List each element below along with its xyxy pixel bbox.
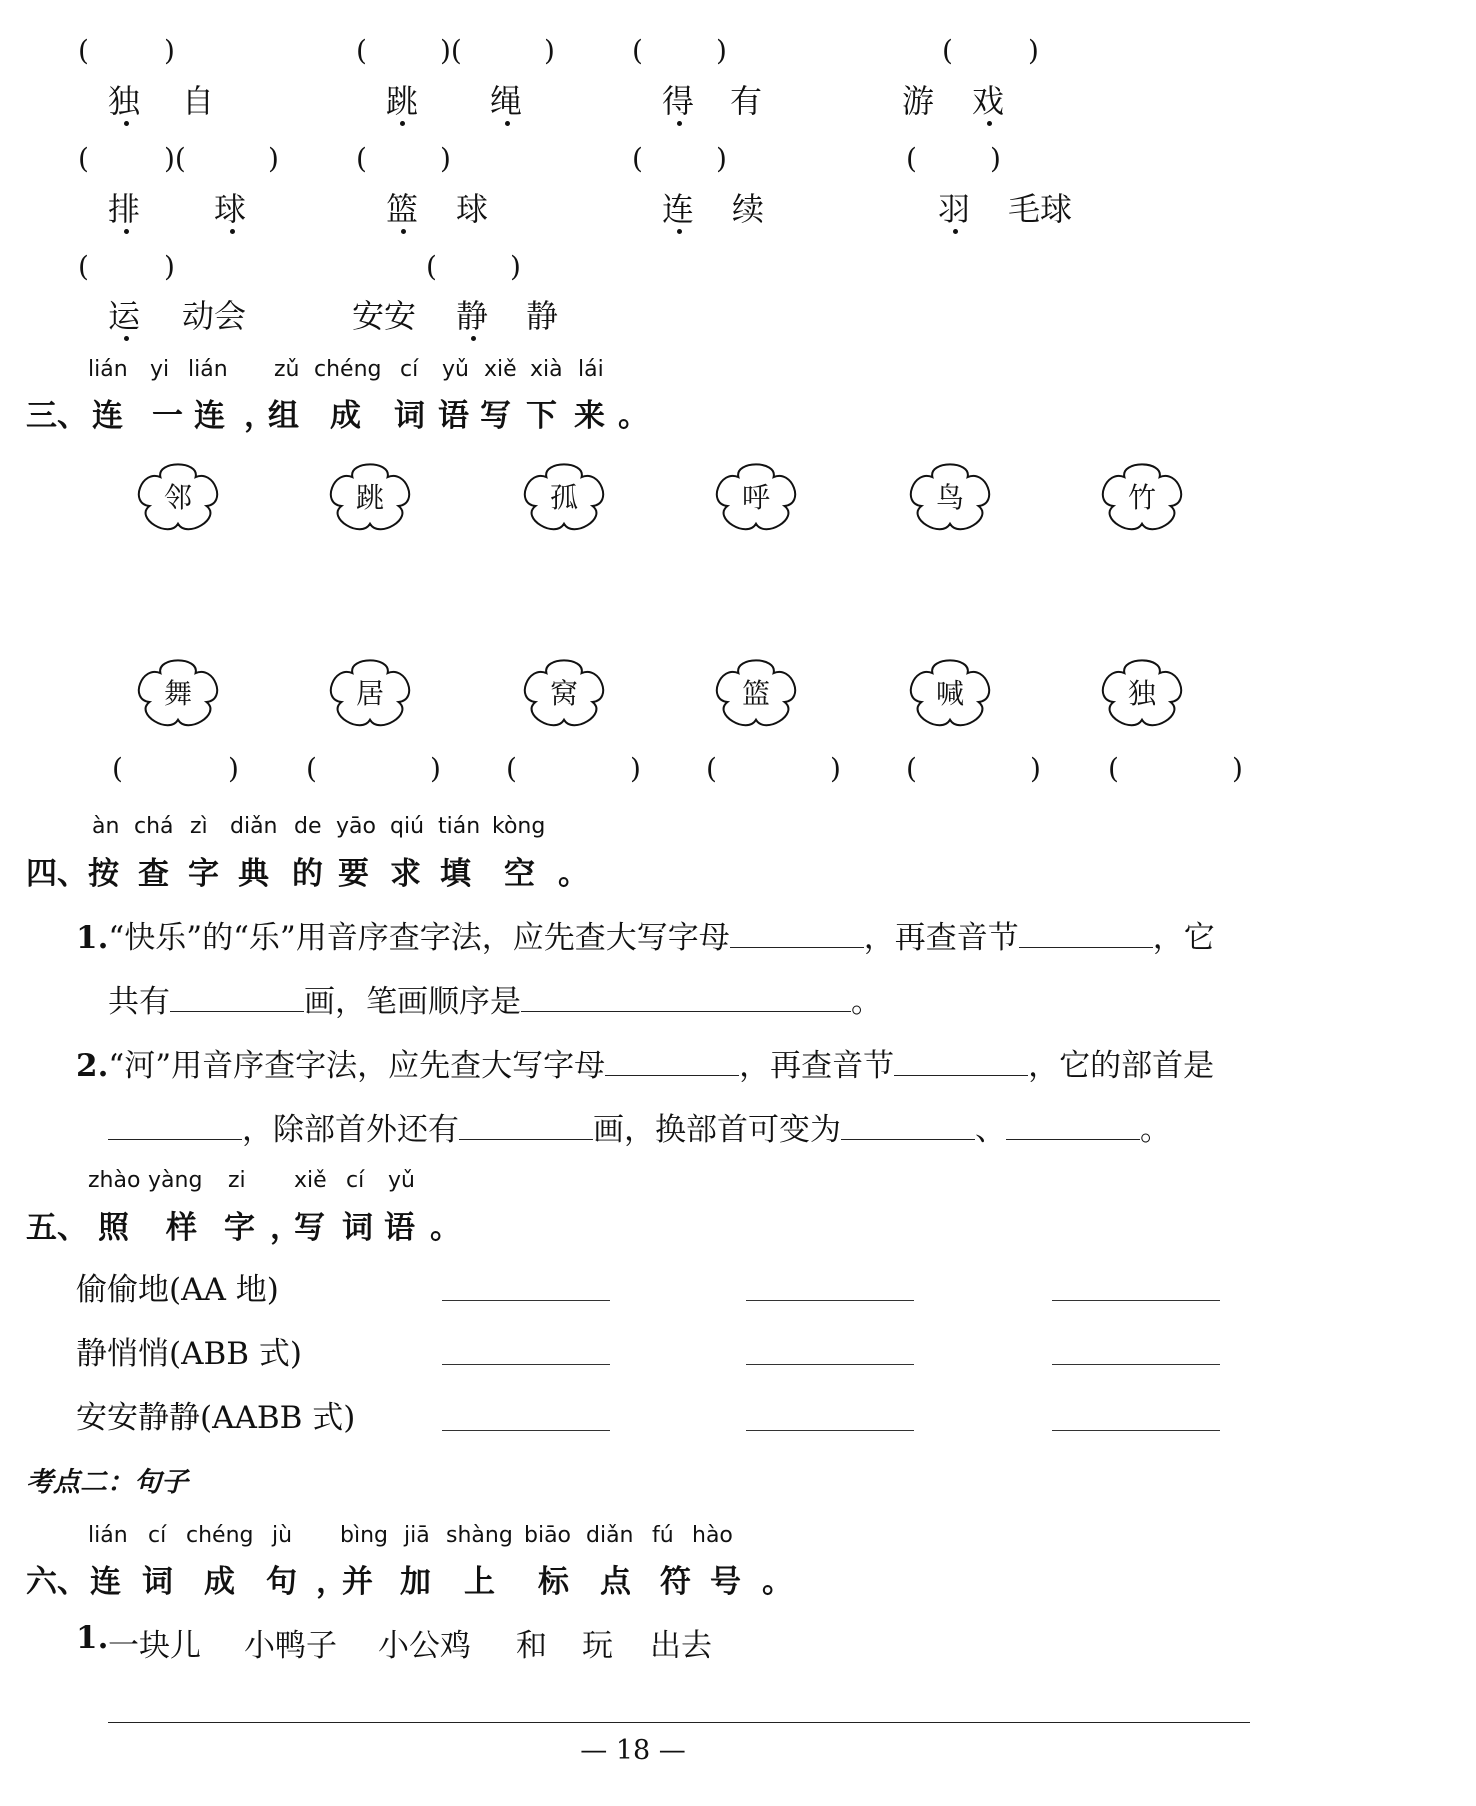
heading-char: 样: [166, 1210, 197, 1246]
pinyin: diǎn: [586, 1523, 634, 1548]
char-zi: 自: [182, 82, 215, 120]
answer-line[interactable]: [746, 1430, 914, 1431]
heading-char: 来: [574, 398, 605, 434]
answer-line[interactable]: [1052, 1430, 1220, 1431]
question-text: ，再查音节: [739, 1048, 895, 1084]
char-xi: 戏: [972, 82, 1005, 120]
flower-char: 舞: [163, 677, 192, 710]
pinyin: qiú: [390, 814, 425, 839]
heading-char: 成: [204, 1564, 235, 1600]
question-text: ，再查音节: [863, 920, 1019, 956]
flower-card[interactable]: [706, 651, 806, 737]
pinyin: tián: [438, 814, 481, 839]
paren-open: (: [1108, 752, 1119, 785]
question-text: ，除部首外还有: [242, 1112, 459, 1148]
pinyin: xiě: [484, 357, 517, 382]
footer-rule: [108, 1722, 1250, 1723]
heading-char: 加: [400, 1564, 431, 1600]
pinyin: zi: [228, 1168, 246, 1193]
section-number: 四、: [26, 856, 88, 892]
pinyin: zǔ: [274, 357, 300, 382]
question-number: 1.: [76, 1620, 109, 1656]
flower-char: 篮: [741, 677, 770, 710]
flower-char: 居: [355, 677, 384, 710]
heading-char: ，: [244, 398, 275, 434]
flower-card[interactable]: [1092, 651, 1192, 737]
dot-mark: [401, 229, 406, 234]
char-de: 得: [662, 82, 695, 120]
heading-char: 典: [238, 856, 269, 892]
pinyin: chá: [134, 814, 174, 839]
pinyin: biāo: [524, 1523, 572, 1548]
char-jing: 静: [456, 297, 489, 335]
heading-char: 要: [338, 856, 369, 892]
dot-mark: [677, 121, 682, 126]
paren-close: ): [716, 34, 727, 67]
pinyin: yàng: [148, 1168, 203, 1193]
flower-char: 孤: [549, 481, 578, 514]
pinyin: diǎn: [230, 814, 278, 839]
dot-mark: [987, 121, 992, 126]
heading-char: 。: [618, 398, 649, 434]
question-4-2-line-2: [108, 1104, 1171, 1149]
answer-blank[interactable]: [108, 1109, 242, 1140]
flower-char: 喊: [935, 677, 964, 710]
pinyin: yāo: [336, 814, 376, 839]
paren-close: ): [164, 34, 175, 67]
char-anan: 安安: [352, 297, 417, 335]
question-text: 画，换部首可变为: [593, 1112, 841, 1148]
paren-close-open: )(: [440, 34, 462, 67]
char-lian: 连: [662, 190, 695, 228]
paren-close: ): [716, 142, 727, 175]
heading-char: 词: [394, 398, 425, 434]
paren-close: ): [830, 752, 841, 785]
heading-char: 。: [430, 1210, 461, 1246]
pinyin: cí: [148, 1523, 167, 1548]
flower-card[interactable]: [128, 455, 228, 541]
heading-char: 词: [342, 1210, 373, 1246]
question-text: 。: [851, 984, 882, 1020]
question-text: 共有: [108, 984, 170, 1020]
paren-open: (: [78, 34, 89, 67]
paren-close: ): [990, 142, 1001, 175]
paren-close: ): [544, 34, 555, 67]
heading-char: 一: [152, 398, 183, 434]
dot-mark: [400, 121, 405, 126]
paren-close: ): [440, 142, 451, 175]
char-maoqiu: 毛球: [1008, 190, 1073, 228]
pinyin: chéng: [186, 1523, 254, 1548]
heading-char: 连: [194, 398, 225, 434]
word-token: 小鸭子: [244, 1628, 337, 1664]
pattern-row-aa: 偷偷地(AA 地): [76, 1272, 279, 1308]
heading-char: 词: [142, 1564, 173, 1600]
answer-blank[interactable]: [1019, 917, 1153, 948]
paren-close: ): [1028, 34, 1039, 67]
heading-char: 上: [464, 1564, 495, 1600]
answer-line[interactable]: [1052, 1300, 1220, 1301]
heading-char: 填: [440, 856, 471, 892]
paren-open: (: [906, 142, 917, 175]
flower-char: 窝: [549, 677, 578, 710]
paren-open: (: [306, 752, 317, 785]
flower-char: 邻: [163, 481, 192, 514]
pinyin: yǔ: [442, 357, 469, 382]
char-du: 独: [108, 82, 141, 120]
answer-line[interactable]: [442, 1430, 610, 1431]
flower-card[interactable]: [320, 651, 420, 737]
paren-open: (: [506, 752, 517, 785]
heading-char: 句: [266, 1564, 297, 1600]
question-text: “河”用音序查字法，应先查大写字母: [108, 1048, 606, 1084]
paren-open: (: [356, 34, 367, 67]
dot-mark: [230, 229, 235, 234]
paren-close: ): [164, 250, 175, 283]
paren-open: (: [632, 34, 643, 67]
char-qiu2: 球: [456, 190, 489, 228]
pinyin: xià: [530, 357, 563, 382]
flower-card[interactable]: [128, 651, 228, 737]
question-text: 。: [1140, 1112, 1171, 1148]
question-text: ，它的部首是: [1028, 1048, 1215, 1084]
paren-open: (: [632, 142, 643, 175]
section-number: 六、: [26, 1564, 88, 1600]
heading-char: 求: [390, 856, 421, 892]
dot-mark: [677, 229, 682, 234]
pattern-row-abb: 静悄悄(ABB 式): [76, 1336, 302, 1372]
dot-mark: [471, 336, 476, 341]
paren-open: (: [906, 752, 917, 785]
pinyin: cí: [400, 357, 419, 382]
heading-char: 并: [342, 1564, 373, 1600]
flower-card[interactable]: [706, 455, 806, 541]
heading-char: 查: [138, 856, 169, 892]
heading-char: 连: [92, 398, 123, 434]
pinyin: xiě: [294, 1168, 327, 1193]
heading-char: ，: [270, 1210, 301, 1246]
dot-mark: [124, 121, 129, 126]
word-token: 出去: [650, 1628, 712, 1664]
heading-char: ，: [316, 1564, 347, 1600]
exam-point-title: 考点二：句子: [26, 1467, 188, 1498]
paren-open: (: [112, 752, 123, 785]
pinyin: jù: [272, 1523, 293, 1548]
char-sheng: 绳: [490, 82, 523, 120]
heading-char: 标: [538, 1564, 569, 1600]
answer-line[interactable]: [746, 1364, 914, 1365]
heading-char: 写: [480, 398, 511, 434]
heading-char: 符: [660, 1564, 691, 1600]
paren-close: ): [268, 142, 279, 175]
heading-char: 字: [224, 1210, 255, 1246]
heading-char: 字: [188, 856, 219, 892]
char-qiu: 球: [214, 190, 247, 228]
answer-line[interactable]: [442, 1364, 610, 1365]
heading-char: 按: [88, 856, 119, 892]
word-token: 一块儿: [108, 1628, 201, 1664]
answer-line[interactable]: [746, 1300, 914, 1301]
pinyin: kòng: [492, 814, 546, 839]
char-you2: 游: [902, 82, 935, 120]
answer-blank[interactable]: [1006, 1109, 1140, 1140]
heading-char: 下: [526, 398, 557, 434]
heading-char: 连: [90, 1564, 121, 1600]
question-4-1-line-2: [108, 976, 882, 1021]
pinyin: chéng: [314, 357, 382, 382]
pinyin: yi: [150, 357, 170, 382]
section-number: 五、: [26, 1210, 88, 1246]
pinyin: hào: [692, 1523, 733, 1548]
answer-blank[interactable]: [170, 981, 304, 1012]
paren-close: ): [1232, 752, 1243, 785]
question-4-1-line-1: [76, 912, 1215, 957]
answer-blank[interactable]: [459, 1109, 593, 1140]
heading-char: 。: [558, 856, 589, 892]
answer-blank[interactable]: [894, 1045, 1028, 1076]
question-text: 、: [975, 1112, 1006, 1148]
char-jing2: 静: [526, 297, 559, 335]
flower-char: 呼: [741, 481, 770, 514]
pinyin: lái: [578, 357, 604, 382]
question-number: 2.: [76, 1048, 109, 1084]
answer-blank[interactable]: [730, 917, 864, 948]
flower-card[interactable]: [1092, 455, 1192, 541]
word-token: 玩: [582, 1628, 613, 1664]
heading-char: 点: [600, 1564, 631, 1600]
question-4-2-line-1: [76, 1040, 1214, 1085]
char-pai: 排: [108, 190, 141, 228]
flower-char: 鸟: [935, 481, 964, 514]
paren-open: (: [706, 752, 717, 785]
paren-open: (: [426, 250, 437, 283]
pinyin: zhào: [88, 1168, 141, 1193]
word-token: 小公鸡: [378, 1628, 471, 1664]
dot-mark: [953, 229, 958, 234]
paren-close: ): [510, 250, 521, 283]
pinyin: fú: [652, 1523, 674, 1548]
heading-char: 空: [504, 856, 535, 892]
pinyin: de: [294, 814, 322, 839]
heading-char: 的: [292, 856, 323, 892]
pinyin: lián: [88, 1523, 128, 1548]
char-donghui: 动会: [182, 297, 247, 335]
page-number: — 18 —: [580, 1735, 686, 1766]
pinyin: àn: [92, 814, 120, 839]
flower-card[interactable]: [900, 651, 1000, 737]
flower-card[interactable]: [514, 651, 614, 737]
heading-char: 写: [294, 1210, 325, 1246]
char-yun: 运: [108, 297, 141, 335]
answer-line[interactable]: [1052, 1364, 1220, 1365]
paren-close: ): [630, 752, 641, 785]
heading-char: 语: [438, 398, 469, 434]
question-number: 1.: [76, 920, 109, 956]
dot-mark: [124, 229, 129, 234]
answer-blank[interactable]: [605, 1045, 739, 1076]
pinyin: bìng: [340, 1523, 388, 1548]
heading-char: 成: [330, 398, 361, 434]
question-text: “快乐”的“乐”用音序查字法，应先查大写字母: [108, 920, 730, 956]
heading-char: 号: [710, 1564, 741, 1600]
flower-char: 独: [1127, 677, 1156, 710]
flower-char: 竹: [1127, 481, 1156, 514]
answer-blank[interactable]: [521, 981, 851, 1012]
dot-mark: [505, 121, 510, 126]
question-text: ，它: [1152, 920, 1215, 956]
pinyin: cí: [346, 1168, 365, 1193]
char-xu: 续: [732, 190, 765, 228]
char-tiao: 跳: [386, 82, 419, 120]
paren-close-open: )(: [164, 142, 186, 175]
paren-close: ): [430, 752, 441, 785]
flower-card[interactable]: [514, 455, 614, 541]
char-lan: 篮: [386, 190, 419, 228]
char-you: 有: [730, 82, 763, 120]
question-text: 画，笔画顺序是: [304, 984, 521, 1020]
pattern-row-aabb: 安安静静(AABB 式): [76, 1400, 356, 1436]
flower-card[interactable]: [320, 455, 420, 541]
paren-close: ): [228, 752, 239, 785]
heading-char: 组: [268, 398, 299, 434]
pinyin: zì: [190, 814, 208, 839]
paren-open: (: [356, 142, 367, 175]
pinyin: yǔ: [388, 1168, 415, 1193]
pinyin: lián: [188, 357, 228, 382]
word-token: 和: [516, 1628, 547, 1664]
section-number: 三、: [26, 398, 88, 434]
paren-open: (: [78, 142, 89, 175]
flower-char: 跳: [355, 481, 384, 514]
pinyin: jiā: [404, 1523, 430, 1548]
dot-mark: [124, 336, 129, 341]
paren-open: (: [78, 250, 89, 283]
flower-card[interactable]: [900, 455, 1000, 541]
heading-char: 。: [762, 1564, 793, 1600]
pinyin: shàng: [446, 1523, 513, 1548]
heading-char: 语: [384, 1210, 415, 1246]
paren-open: (: [942, 34, 953, 67]
pinyin: lián: [88, 357, 128, 382]
paren-close: ): [1030, 752, 1041, 785]
answer-line[interactable]: [442, 1300, 610, 1301]
heading-char: 照: [98, 1210, 129, 1246]
char-yu: 羽: [938, 190, 971, 228]
answer-blank[interactable]: [841, 1109, 975, 1140]
